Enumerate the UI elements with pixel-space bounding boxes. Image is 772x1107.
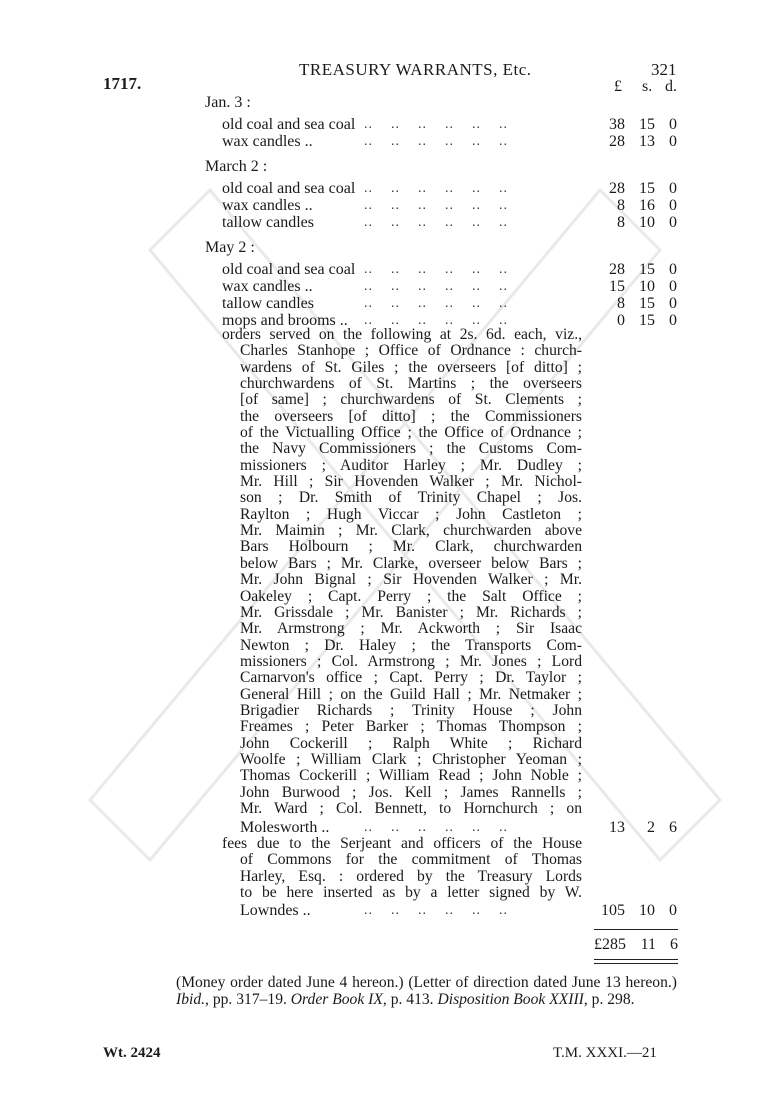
item-label: tallow candles bbox=[222, 295, 314, 312]
running-title: TREASURY WARRANTS, Etc. bbox=[299, 60, 532, 79]
text-line: [of same] ; churchwardens of St. Clements ; bbox=[240, 392, 582, 409]
item-label: wax candles .. bbox=[222, 278, 313, 295]
text-line: Brigadier Richards ; Trinity House ; John bbox=[240, 702, 582, 719]
leader-dots: .. .. .. .. .. .. bbox=[364, 279, 508, 294]
page-number: 321 bbox=[651, 60, 677, 79]
leader-dots: .. .. .. .. .. .. bbox=[364, 181, 508, 196]
pounds: 28 bbox=[609, 261, 625, 278]
total-double-rule bbox=[594, 959, 678, 964]
item-label: wax candles .. bbox=[222, 197, 313, 214]
shillings: 13 bbox=[639, 133, 655, 150]
text-line: below Bars ; Mr. Clarke, overseer below Bars ; bbox=[240, 555, 582, 572]
source-note bbox=[176, 974, 677, 1008]
text-line: Carnarvon's office ; Capt. Perry ; Dr. Taylor ; bbox=[240, 670, 582, 687]
text-line: missioners ; Auditor Harley ; Mr. Dudley ; bbox=[240, 457, 582, 474]
pence: 0 bbox=[669, 180, 677, 197]
pence: 0 bbox=[669, 278, 677, 295]
text-line: John Burwood ; Jos. Kell ; James Rannells ; bbox=[240, 784, 582, 801]
leader-dots: .. .. .. .. .. .. bbox=[364, 262, 508, 277]
shillings: 15 bbox=[639, 116, 655, 133]
section-date: Jan. 3 : bbox=[205, 94, 251, 111]
pounds: 15 bbox=[609, 278, 625, 295]
pence: 0 bbox=[669, 133, 677, 150]
text-line: Mr. Armstrong ; Mr. Ackworth ; Sir Isaac bbox=[240, 621, 582, 638]
text-line: Woolfe ; William Clark ; Christopher Yeoman ; bbox=[240, 751, 582, 768]
text-line: Mr. Maimin ; Mr. Clark, churchwarden above bbox=[240, 523, 582, 540]
leader-dots: .. .. .. .. .. .. bbox=[364, 313, 508, 328]
running-year: 1717. bbox=[103, 74, 142, 93]
account-row bbox=[222, 116, 677, 134]
pounds: 8 bbox=[617, 295, 625, 312]
text-line: Oakeley ; Capt. Perry ; the Salt Office ; bbox=[240, 588, 582, 605]
item-label: tallow candles bbox=[222, 214, 314, 231]
pence: 6 bbox=[669, 819, 677, 836]
leader-dots: .. .. .. .. .. .. bbox=[364, 117, 508, 132]
shillings: 15 bbox=[639, 312, 655, 329]
text-line: General Hill ; on the Guild Hall ; Mr. Netmaker ; bbox=[240, 686, 582, 703]
text-line: of Commons for the commitment of Thomas bbox=[240, 852, 582, 869]
ibid-ref: Ibid. bbox=[176, 991, 206, 1008]
text-line: Raylton ; Hugh Viccar ; John Castleton ; bbox=[240, 506, 582, 523]
account-row bbox=[222, 261, 677, 279]
pence: 0 bbox=[669, 116, 677, 133]
total-pence: 6 bbox=[670, 936, 678, 953]
shillings: 10 bbox=[639, 278, 655, 295]
text-line: John Cockerill ; Ralph White ; Richard bbox=[240, 735, 582, 752]
account-row bbox=[222, 295, 677, 313]
pounds: 13 bbox=[609, 819, 625, 836]
account-row bbox=[222, 819, 677, 837]
account-row bbox=[222, 180, 677, 198]
leader-dots: .. .. .. .. .. .. bbox=[364, 820, 508, 835]
shillings: 2 bbox=[647, 819, 655, 836]
pounds: 8 bbox=[617, 214, 625, 231]
pound-heading: £ bbox=[614, 78, 622, 95]
text-line: Mr. John Bignal ; Sir Hovenden Walker ; Mr. bbox=[240, 572, 582, 589]
section-date: March 2 : bbox=[205, 158, 268, 175]
note-text: , p. 298. bbox=[583, 991, 635, 1008]
pence: 0 bbox=[669, 214, 677, 231]
text-line: Thomas Cockerill ; William Read ; John Noble ; bbox=[240, 768, 582, 785]
text-line: Charles Stanhope ; Office of Ordnance : church- bbox=[240, 343, 582, 360]
text-line: Freames ; Peter Barker ; Thomas Thompson ; bbox=[240, 719, 582, 736]
leader-dots: .. .. .. .. .. .. bbox=[364, 903, 508, 918]
leader-dots: .. .. .. .. .. .. bbox=[364, 296, 508, 311]
orders-paragraph bbox=[222, 327, 582, 817]
text-line: the overseers [of ditto] ; the Commissioners bbox=[240, 408, 582, 425]
pence: 0 bbox=[669, 312, 677, 329]
total-shillings: 11 bbox=[640, 936, 656, 953]
text-line: the Navy Commissioners ; the Customs Com- bbox=[240, 441, 582, 458]
item-label: wax candles .. bbox=[222, 133, 313, 150]
note-text: (Money order dated June 4 hereon.) (Letter of direction dated June 13 hereon.) bbox=[176, 974, 677, 991]
item-label: old coal and sea coal bbox=[222, 116, 356, 133]
text-line: to be here inserted as by a letter signed by W. bbox=[240, 885, 582, 902]
note-text: , pp. 317–19. bbox=[205, 991, 291, 1008]
account-row bbox=[222, 197, 677, 215]
disposition-book-ref: Disposition Book XXIII bbox=[437, 991, 584, 1008]
footer-right: T.M. XXXI.—21 bbox=[553, 1045, 657, 1061]
shillings: 15 bbox=[639, 180, 655, 197]
shilling-heading: s. bbox=[642, 78, 653, 95]
item-label: Lowndes .. bbox=[240, 902, 311, 919]
shillings: 15 bbox=[639, 295, 655, 312]
total-pounds: £285 bbox=[594, 936, 626, 953]
pence: 0 bbox=[669, 295, 677, 312]
text-line: son ; Dr. Smith of Trinity Chapel ; Jos. bbox=[240, 490, 582, 507]
shillings: 15 bbox=[639, 261, 655, 278]
pounds: 38 bbox=[609, 116, 625, 133]
text-line: wardens of St. Giles ; the overseers [of ditto] ; bbox=[240, 359, 582, 376]
text-line: Mr. Ward ; Col. Bennett, to Hornchurch ; on bbox=[240, 800, 582, 817]
footer-left: Wt. 2424 bbox=[103, 1045, 161, 1061]
pounds: 105 bbox=[601, 902, 625, 919]
item-label: mops and brooms .. bbox=[222, 312, 348, 329]
pence: 0 bbox=[669, 261, 677, 278]
item-label: old coal and sea coal bbox=[222, 180, 356, 197]
pounds: 28 bbox=[609, 133, 625, 150]
text-line: churchwardens of St. Martins ; the overseers bbox=[240, 376, 582, 393]
shillings: 10 bbox=[639, 214, 655, 231]
order-book-ref: Order Book IX bbox=[290, 991, 383, 1008]
item-label: old coal and sea coal bbox=[222, 261, 356, 278]
account-row bbox=[222, 902, 677, 920]
shillings: 16 bbox=[639, 197, 655, 214]
note-text: , p. 413. bbox=[382, 991, 438, 1008]
account-row bbox=[222, 214, 677, 232]
text-line: Harley, Esq. : ordered by the Treasury Lords bbox=[240, 868, 582, 885]
text-line: of the Victualling Office ; the Office of Ordnance ; bbox=[240, 425, 582, 442]
text-line: Newton ; Dr. Haley ; the Transports Com- bbox=[240, 637, 582, 654]
pounds: 8 bbox=[617, 197, 625, 214]
pence: 0 bbox=[669, 902, 677, 919]
text-line: Mr. Grissdale ; Mr. Banister ; Mr. Richards ; bbox=[240, 604, 582, 621]
text-line: fees due to the Serjeant and officers of the House bbox=[222, 836, 582, 852]
account-row bbox=[222, 133, 677, 151]
pence-heading: d. bbox=[665, 78, 677, 95]
leader-dots: .. .. .. .. .. .. bbox=[364, 198, 508, 213]
shillings: 10 bbox=[639, 902, 655, 919]
leader-dots: .. .. .. .. .. .. bbox=[364, 134, 508, 149]
fees-paragraph bbox=[222, 836, 582, 901]
text-line: missioners ; Col. Armstrong ; Mr. Jones ; Lord bbox=[240, 653, 582, 670]
pounds: 0 bbox=[617, 312, 625, 329]
leader-dots: .. .. .. .. .. .. bbox=[364, 215, 508, 230]
total-rule bbox=[594, 929, 678, 930]
grand-total bbox=[594, 936, 678, 954]
account-row bbox=[222, 278, 677, 296]
text-line: orders served on the following at 2s. 6d. each, viz., bbox=[222, 327, 582, 343]
text-line: Mr. Hill ; Sir Hovenden Walker ; Mr. Nichol- bbox=[240, 474, 582, 491]
section-date: May 2 : bbox=[205, 239, 255, 256]
pounds: 28 bbox=[609, 180, 625, 197]
text-line: Bars Holbourn ; Mr. Clark, churchwarden bbox=[240, 539, 582, 556]
pence: 0 bbox=[669, 197, 677, 214]
item-label: Molesworth .. bbox=[240, 819, 330, 836]
